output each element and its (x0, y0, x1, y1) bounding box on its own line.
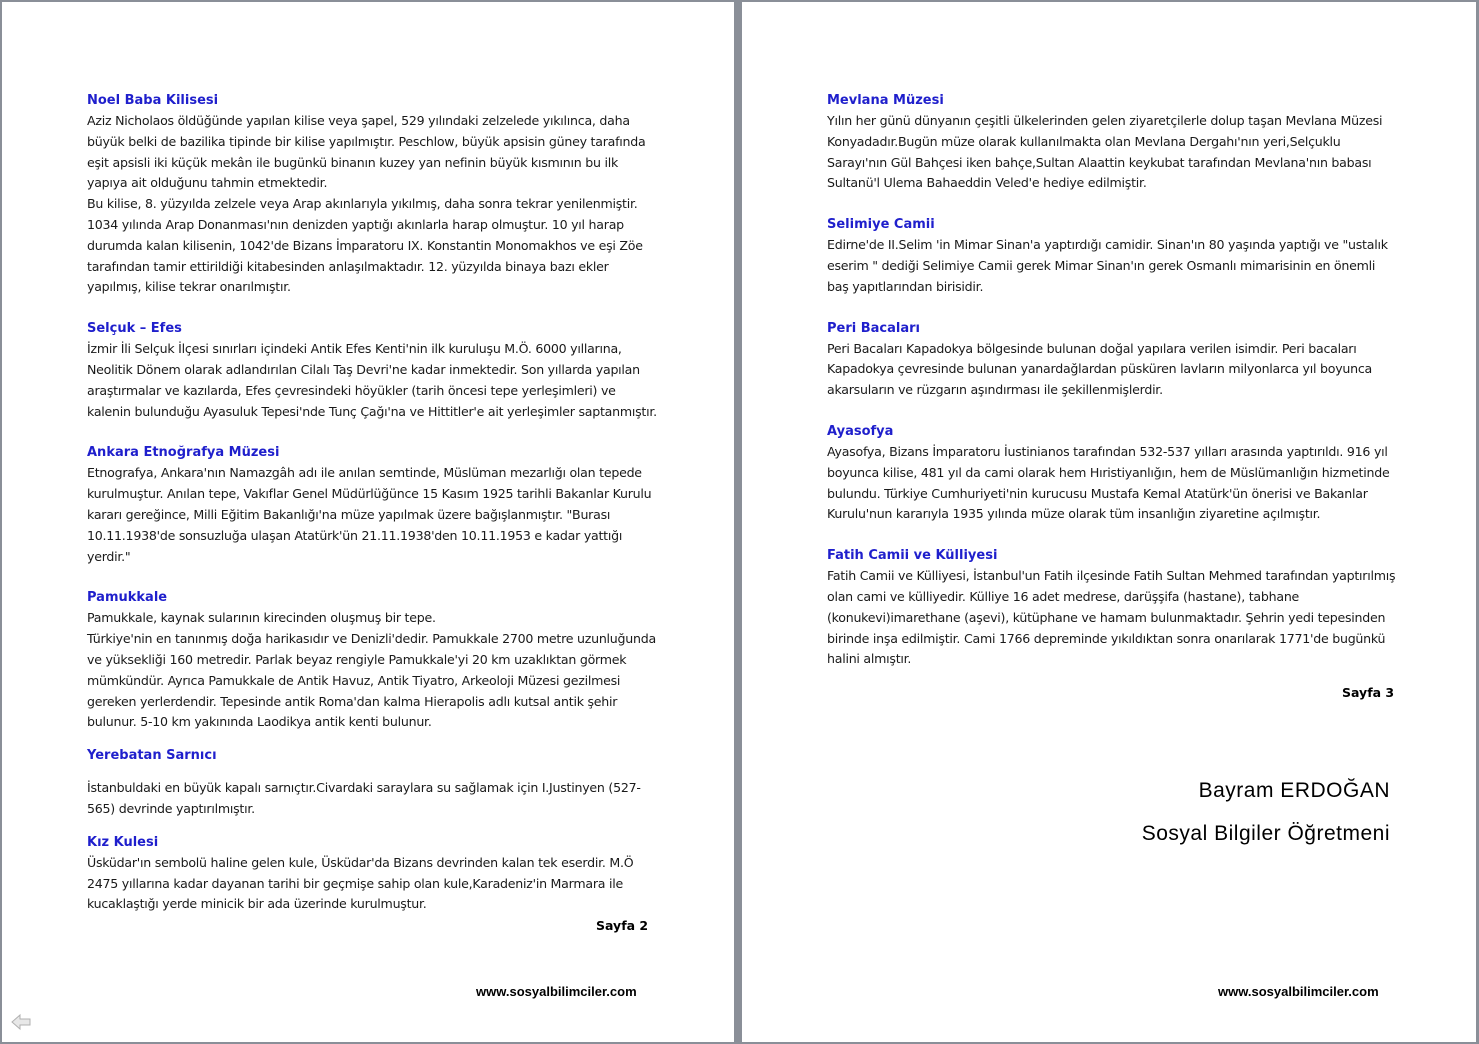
heading-gap (87, 766, 657, 778)
section-ayasofya (827, 421, 1397, 525)
website-footer[interactable]: www.sosyalbilimciler.com (476, 984, 637, 999)
section-paragraph: Türkiye'nin en tanınmış doğa harikasıdır ve Denizli'dedir. Pamukkale 2700 metre uzunluğunda ve yüksekliği 160 metredir. Parlak beyaz rengiyle Pamukkale'yi 20 km uzaklıktan görmek mümkündür. Ayrıca Pamukkale de Antik Havuz, Antik Tiyatro, Arkeoloji Müzesi gezilmesi gereken yerlerdendir. Tepesinde antik Roma'dan kalma Hierapolis adlı kutsal antik şehir bulunur. 5-10 km yakınında Laodikya antik kenti bulunur. (87, 631, 656, 730)
section-paragraph: Bu kilise, 8. yüzyılda zelzele veya Arap akınlarıyla yıkılmış, daha sonra tekrar yenilenmiştir. 1034 yılında Arap Donanması'nın denizden yaptığı akınlarla harap olmuştur. 10 yıl harap durumda kalan kilisenin, 1042'de Bizans İmparatoru IX. Konstantin Monomakhos ve eşi Zöe tarafından tamir ettirildiği kitabesinden anlaşılmaktadır. 12. yüzyılda binaya bazı ekler yapılmış, kilise tekrar onarılmıştır. (87, 196, 643, 295)
section-heading: Ankara Etnoğrafya Müzesi (87, 445, 280, 461)
section-kiz-kulesi (87, 832, 657, 915)
section-paragraph: İstanbuldaki en büyük kapalı sarnıçtır.Civardaki saraylara su sağlamak için I.Justinyen (527-565) devrinde yaptırılmıştır. (87, 780, 641, 816)
section-paragraph: Üsküdar'ın sembolü haline gelen kule, Üsküdar'da Bizans devrinden kalan tek eserdir. M.Ö 2475 yıllarına kadar dayanan tarihi bir geçmişe sahip olan kule,Karadeniz'in Marmara ile kucaklaştığı yerde minicik bir ada üzerinde kurulmuştur. (87, 854, 634, 912)
page-number: Sayfa 3 (1342, 685, 1395, 700)
section-peri-bacalari (827, 318, 1397, 401)
section-paragraph: Pamukkale, kaynak sularının kirecinden oluşmuş bir tepe. (87, 610, 436, 626)
section-paragraph: Edirne'de II.Selim 'in Mimar Sinan'a yaptırdığı camidir. Sinan'ın 80 yaşında yaptığı ve "ustalık eserim " dediği Selimiye Camii gerek Mimar Sinan'ın gerek Osmanlı mimarisinin en önemli baş yapıtlarından birisidir. (827, 237, 1388, 294)
section-heading: Pamukkale (87, 590, 168, 606)
arrow-left-icon[interactable] (10, 1012, 32, 1032)
author-name: Bayram ERDOĞAN (1198, 779, 1390, 802)
section-heading: Selçuk – Efes (87, 321, 182, 337)
section-selimiye (827, 214, 1397, 297)
section-paragraph: Ayasofya, Bizans İmparatoru İustinianos tarafından 532-537 yılları arasında yaptırıldı. 916 yıl boyunca kilise, 481 yıl da cami olarak hem Hıristiyanlığın, hem de Müslümanlığın hizmetinde bulundu. Türkiye Cumhuriyeti'nin kurucusu Mustafa Kemal Atatürk'ün önerisi ve Bakanlar Kurulu'nun kararıyla 1935 yılında müze olarak tüm insanlığın ziyaretine açılmıştır. (827, 443, 1390, 522)
section-heading: Fatih Camii ve Külliyesi (827, 548, 998, 564)
section-heading: Kız Kulesi (87, 834, 159, 850)
section-pamukkale (87, 587, 657, 733)
section-paragraph: İzmir İli Selçuk İlçesi sınırları içindeki Antik Efes Kenti'nin ilk kuruluşu M.Ö. 6000 yıllarına, Neolitik Dönem olarak adlandırılan Cilalı Taş Devri'ne kadar inmektedir. Son yıllarda yapılan araştırmalar ve kazılarda, Efes çevresindeki höyükler (tarih öncesi tepe yerleşimleri) ve kalenin bulunduğu Ayasuluk Tepesi'nde Tunç Çağı'na ve Hittitler'e ait yerleşimler saptanmıştır. (87, 341, 657, 419)
left-page-content (87, 90, 657, 935)
section-fatih-camii (827, 545, 1397, 670)
section-heading: Noel Baba Kilisesi (87, 93, 219, 108)
website-footer[interactable]: www.sosyalbilimciler.com (1218, 984, 1379, 999)
section-paragraph: Yılın her günü dünyanın çeşitli ülkelerinden gelen ziyaretçilerle dolup taşan Mevlana Müzesi Konyadadır.Bugün müze olarak kullanılmakta olan Mevlana Dergahı'nın yeri,Selçuklu Sarayı'nın Gül Bahçesi iken bahçe,Sultan Alaattin keykubat tarafından Mevlana'nın babası Sultanü'l Ulema Bahaeddin Veled'e hediye edilmiştir. (827, 113, 1383, 191)
section-selcuk-efes (87, 318, 657, 422)
right-page (742, 2, 1476, 1042)
section-paragraph: Etnografya, Ankara'nın Namazgâh adı ile anılan semtinde, Müslüman mezarlığı olan tepede kurulmuştur. Anılan tepe, Vakıflar Genel Müdürlüğünce 15 Kasım 1925 tarihli Bakanlar Kurulu kararı gereğince, Milli Eğitim Bakanlığı'na müze yapılmak üzere bağışlanmıştır. "Burası 10.11.1938'de sonsuzluğa ulaşan Atatürk'ün 21.11.1938'den 10.11.1953 e kadar yattığı yerdir." (87, 465, 652, 564)
section-heading: Peri Bacaları (827, 320, 920, 336)
section-heading: Yerebatan Sarnıcı (87, 748, 217, 764)
section-heading: Mevlana Müzesi (827, 93, 944, 108)
section-yerebatan (87, 745, 657, 820)
section-paragraph: Peri Bacaları Kapadokya bölgesinde bulunan doğal yapılara verilen isimdir. Peri bacaları Kapadokya çevresinde bulunan yanardağlardan püsküren lavların milyonlarca yıl boyunca akarsuların ve rüzgarın aşındırması ile şekillenmişlerdir. (827, 340, 1373, 398)
section-paragraph: Fatih Camii ve Külliyesi, İstanbul'un Fatih ilçesinde Fatih Sultan Mehmed tarafından yaptırılmış olan cami ve külliyedir. Külliye 16 adet medrese, darüşşifa (hastane), tabhane (konukevi)imarethane (aşevi), kütüphane ve hamam bulunmaktadır. Şehrin yedi tepesinden birinde inşa edilmiştir. Cami 1766 depreminde yıkıldıktan sonra onarılarak 1771'de bugünkü halini almıştır. (827, 568, 1396, 667)
section-heading: Selimiye Camii (827, 217, 935, 233)
author-title: Sosyal Bilgiler Öğretmeni (1141, 822, 1390, 845)
page-number: Sayfa 2 (596, 918, 649, 933)
right-page-content (827, 90, 1397, 690)
section-mevlana (827, 90, 1397, 194)
section-heading: Ayasofya (827, 423, 894, 439)
section-noel-baba (87, 90, 657, 298)
section-paragraph: Aziz Nicholaos öldüğünde yapılan kilise veya şapel, 529 yılındaki zelzelede yıkılınca, daha büyük belki de bazilika tipinde bir kilise yapılmıştır. Peschlow, büyük apsisin güney tarafında eşit apsisli iki küçük mekân ile bugünkü binanın kuzey yan nefinin büyük kısmının bu ilk yapıya ait olduğunu tahmin etmektedir. (87, 113, 646, 191)
section-ankara-etnografya (87, 442, 657, 567)
left-page (2, 2, 734, 1042)
